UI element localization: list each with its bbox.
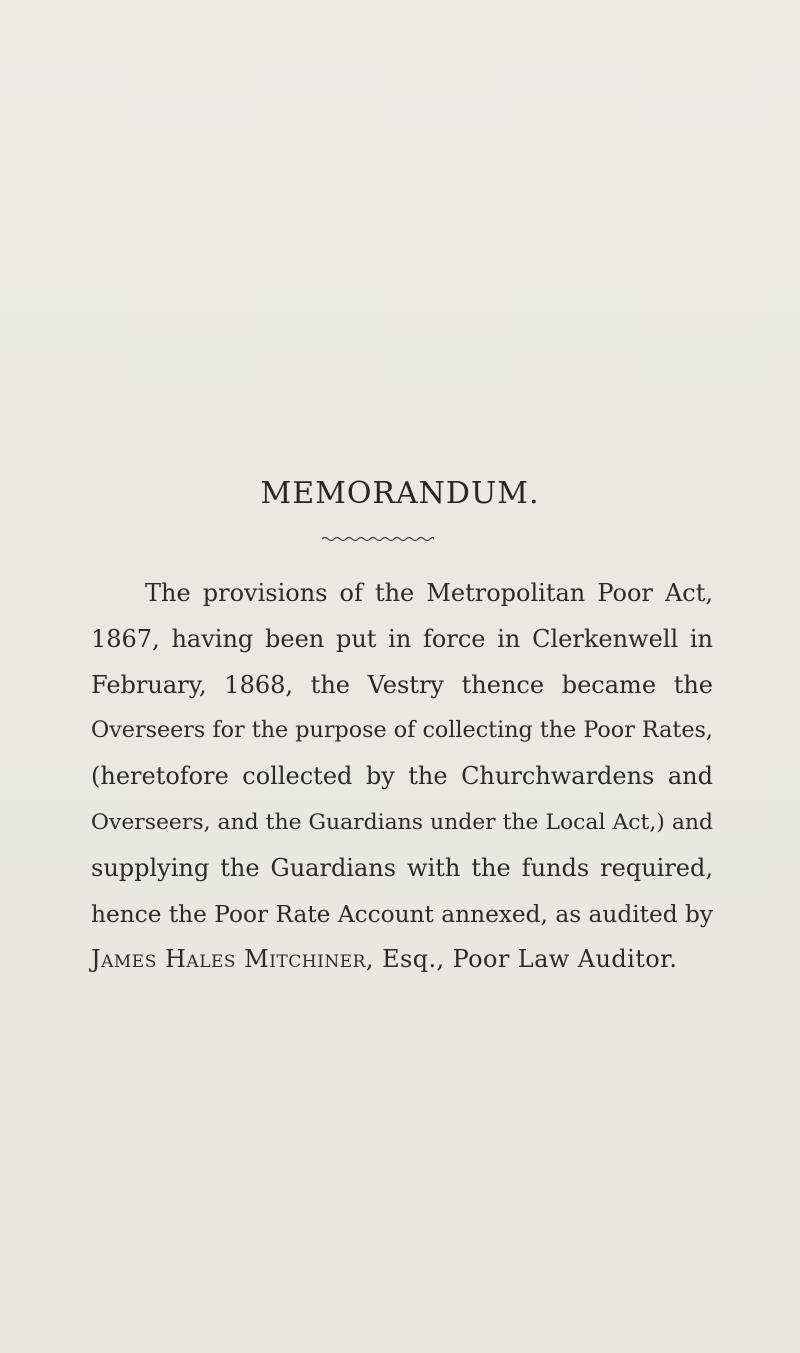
paragraph-line: Overseers for the purpose of collecting the Poor Rates, <box>91 717 713 744</box>
paragraph-line: February, 1868, the Vestry thence became the <box>91 670 713 699</box>
memorandum-heading: MEMORANDUM. <box>260 476 540 511</box>
paragraph-line: Overseers, and the Guardians under the Local Act,) and <box>91 809 713 835</box>
paragraph-line: hence the Poor Rate Account annexed, as audited by <box>91 900 713 928</box>
decorative-wavy-rule <box>322 536 434 542</box>
memorandum-paragraph <box>91 571 713 983</box>
paragraph-line: (heretofore collected by the Churchwardens and <box>91 762 713 791</box>
paragraph-line-final <box>91 937 713 983</box>
auditor-title: Esq., Poor Law Auditor. <box>374 945 678 974</box>
paragraph-line: The provisions of the Metropolitan Poor Act, <box>145 579 713 607</box>
auditor-name: James Hales Mitchiner, <box>91 945 375 974</box>
paragraph-line: supplying the Guardians with the funds required, <box>91 853 713 882</box>
paragraph-line: 1867, having been put in force in Clerkenwell in <box>91 624 713 653</box>
